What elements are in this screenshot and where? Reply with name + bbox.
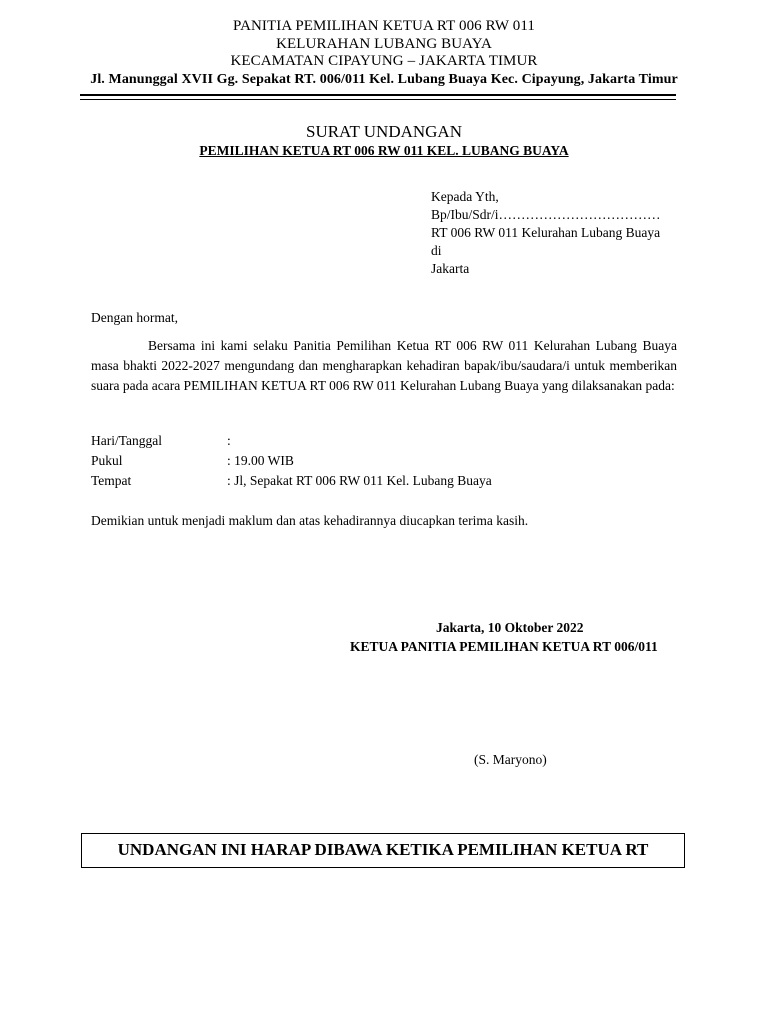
recipient-city: Jakarta xyxy=(431,261,470,276)
closing-sentence: Demikian untuk menjadi maklum dan atas kehadirannya diucapkan terima kasih. xyxy=(91,513,529,528)
detail-value-time: : 19.00 WIB xyxy=(227,453,294,468)
detail-value-date: : xyxy=(227,433,231,448)
greeting: Dengan hormat, xyxy=(91,310,178,325)
letterhead xyxy=(0,18,768,88)
recipient-area: RT 006 RW 011 Kelurahan Lubang Buaya xyxy=(431,225,661,240)
letterhead-divider-thick xyxy=(80,94,676,96)
letterhead-divider-thin xyxy=(80,99,676,100)
invitation-paragraph: Bersama ini kami selaku Panitia Pemilihan Ketua RT 006 RW 011 Kelurahan Lubang Buaya masa bhakti 2022-2027 mengundang dan mengharapkan kehadiran bapak/ibu/saudara/i untuk memberikan suara pada acara PEMILIHAN KETUA RT 006 RW 011 Kelurahan Lubang Buaya yang dilaksanakan pada: xyxy=(91,338,677,393)
detail-label-time: Pukul xyxy=(91,453,123,468)
recipient-salutation: Kepada Yth, xyxy=(431,189,499,204)
signature-place-date: Jakarta, 10 Oktober 2022 xyxy=(436,620,584,635)
signature-name: (S. Maryono) xyxy=(474,752,547,767)
letterhead-committee: PANITIA PEMILIHAN KETUA RT 006 RW 011 xyxy=(233,18,535,34)
detail-row xyxy=(91,471,492,491)
letterhead-kecamatan: KECAMATAN CIPAYUNG – JAKARTA TIMUR xyxy=(230,53,538,69)
recipient-block xyxy=(431,188,661,278)
detail-row xyxy=(91,451,492,471)
detail-row xyxy=(91,431,492,451)
signature-role: KETUA PANITIA PEMILIHAN KETUA RT 006/011 xyxy=(350,639,658,654)
detail-value-place: : Jl, Sepakat RT 006 RW 011 Kel. Lubang Buaya xyxy=(227,473,492,488)
detail-label-date: Hari/Tanggal xyxy=(91,433,163,448)
recipient-di: di xyxy=(431,243,442,258)
letter-title: SURAT UNDANGAN xyxy=(305,122,462,141)
letterhead-address: Jl. Manunggal XVII Gg. Sepakat RT. 006/011 Kel. Lubang Buaya Kec. Cipayung, Jakarta Timur xyxy=(90,71,678,87)
notice-box: UNDANGAN INI HARAP DIBAWA KETIKA PEMILIHAN KETUA RT xyxy=(81,833,685,868)
letter-subtitle: PEMILIHAN KETUA RT 006 RW 011 KEL. LUBANG BUAYA xyxy=(199,143,569,158)
recipient-name-line: Bp/Ibu/Sdr/i……………………………… xyxy=(431,207,661,222)
letterhead-kelurahan: KELURAHAN LUBANG BUAYA xyxy=(276,35,492,52)
detail-label-place: Tempat xyxy=(91,473,132,488)
event-details xyxy=(91,431,492,491)
